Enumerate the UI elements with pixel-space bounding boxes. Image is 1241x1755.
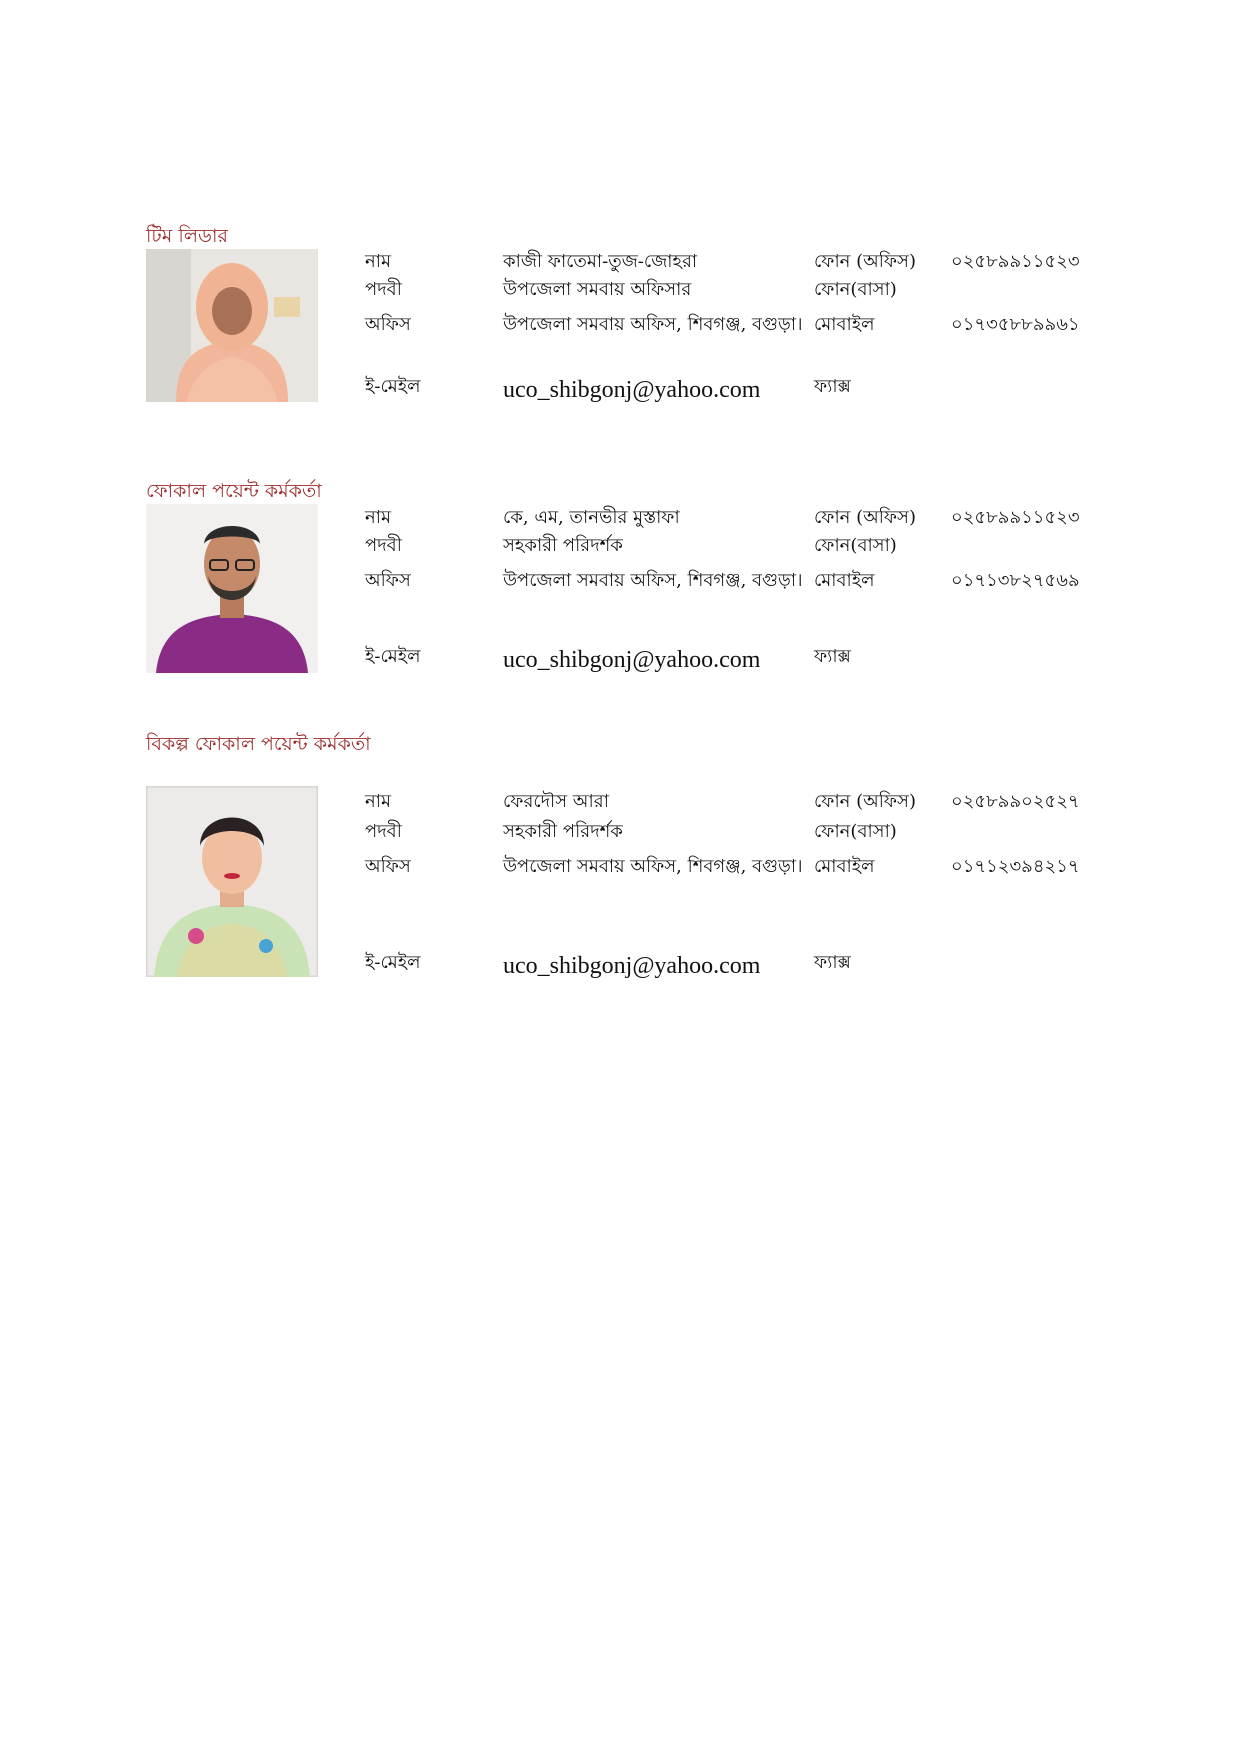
- person-name: কে, এম, তানভীর মুস্তাফা: [503, 507, 680, 528]
- person-office: উপজেলা সমবায় অফিস, শিবগঞ্জ, বগুড়া।: [503, 856, 803, 877]
- label-email: ই-মেইল: [365, 376, 421, 397]
- label-phone-office: ফোন (অফিস): [814, 507, 916, 528]
- label-phone-home: ফোন(বাসা): [814, 821, 897, 842]
- label-mobile: মোবাইল: [814, 856, 875, 877]
- alternate-focal-point-photo: [146, 786, 318, 977]
- person-email[interactable]: uco_shibgonj@yahoo.com: [503, 377, 761, 403]
- mobile-value: ০১৭৩৫৮৮৯৯৬১: [951, 314, 1080, 335]
- label-name: নাম: [365, 791, 391, 812]
- label-phone-office: ফোন (অফিস): [814, 251, 916, 272]
- person-name: কাজী ফাতেমা-তুজ-জোহরা: [503, 251, 698, 272]
- section-title-alternate-focal-point: বিকল্প ফোকাল পয়েন্ট কর্মকর্তা: [146, 733, 371, 755]
- label-phone-office: ফোন (অফিস): [814, 791, 916, 812]
- person-name: ফেরদৌস আরা: [503, 791, 609, 812]
- team-leader-photo: [146, 249, 318, 402]
- label-email: ই-মেইল: [365, 646, 421, 667]
- label-phone-home: ফোন(বাসা): [814, 535, 897, 556]
- label-office: অফিস: [365, 314, 411, 335]
- person-designation: উপজেলা সমবায় অফিসার: [503, 279, 692, 300]
- label-office: অফিস: [365, 570, 411, 591]
- phone-office-value: ০২৫৮৯৯০২৫২৭: [951, 791, 1080, 812]
- label-email: ই-মেইল: [365, 952, 421, 973]
- person-designation: সহকারী পরিদর্শক: [503, 535, 623, 556]
- label-fax: ফ্যাক্স: [814, 952, 851, 973]
- label-mobile: মোবাইল: [814, 314, 875, 335]
- mobile-value: ০১৭১৩৮২৭৫৬৯: [951, 570, 1080, 591]
- label-designation: পদবী: [365, 535, 402, 556]
- label-designation: পদবী: [365, 821, 402, 842]
- label-fax: ফ্যাক্স: [814, 376, 851, 397]
- label-name: নাম: [365, 251, 391, 272]
- label-fax: ফ্যাক্স: [814, 646, 851, 667]
- label-office: অফিস: [365, 856, 411, 877]
- phone-office-value: ০২৫৮৯৯১১৫২৩: [951, 251, 1080, 272]
- section-title-focal-point: ফোকাল পয়েন্ট কর্মকর্তা: [146, 480, 322, 502]
- person-email[interactable]: uco_shibgonj@yahoo.com: [503, 953, 761, 979]
- person-office: উপজেলা সমবায় অফিস, শিবগঞ্জ, বগুড়া।: [503, 314, 803, 335]
- person-designation: সহকারী পরিদর্শক: [503, 821, 623, 842]
- label-designation: পদবী: [365, 279, 402, 300]
- label-phone-home: ফোন(বাসা): [814, 279, 897, 300]
- person-office: উপজেলা সমবায় অফিস, শিবগঞ্জ, বগুড়া।: [503, 570, 803, 591]
- person-email[interactable]: uco_shibgonj@yahoo.com: [503, 647, 761, 673]
- phone-office-value: ০২৫৮৯৯১১৫২৩: [951, 507, 1080, 528]
- mobile-value: ০১৭১২৩৯৪২১৭: [951, 856, 1080, 877]
- label-mobile: মোবাইল: [814, 570, 875, 591]
- label-name: নাম: [365, 507, 391, 528]
- section-title-team-leader: টিম লিডার: [146, 225, 228, 247]
- focal-point-photo: [146, 504, 318, 673]
